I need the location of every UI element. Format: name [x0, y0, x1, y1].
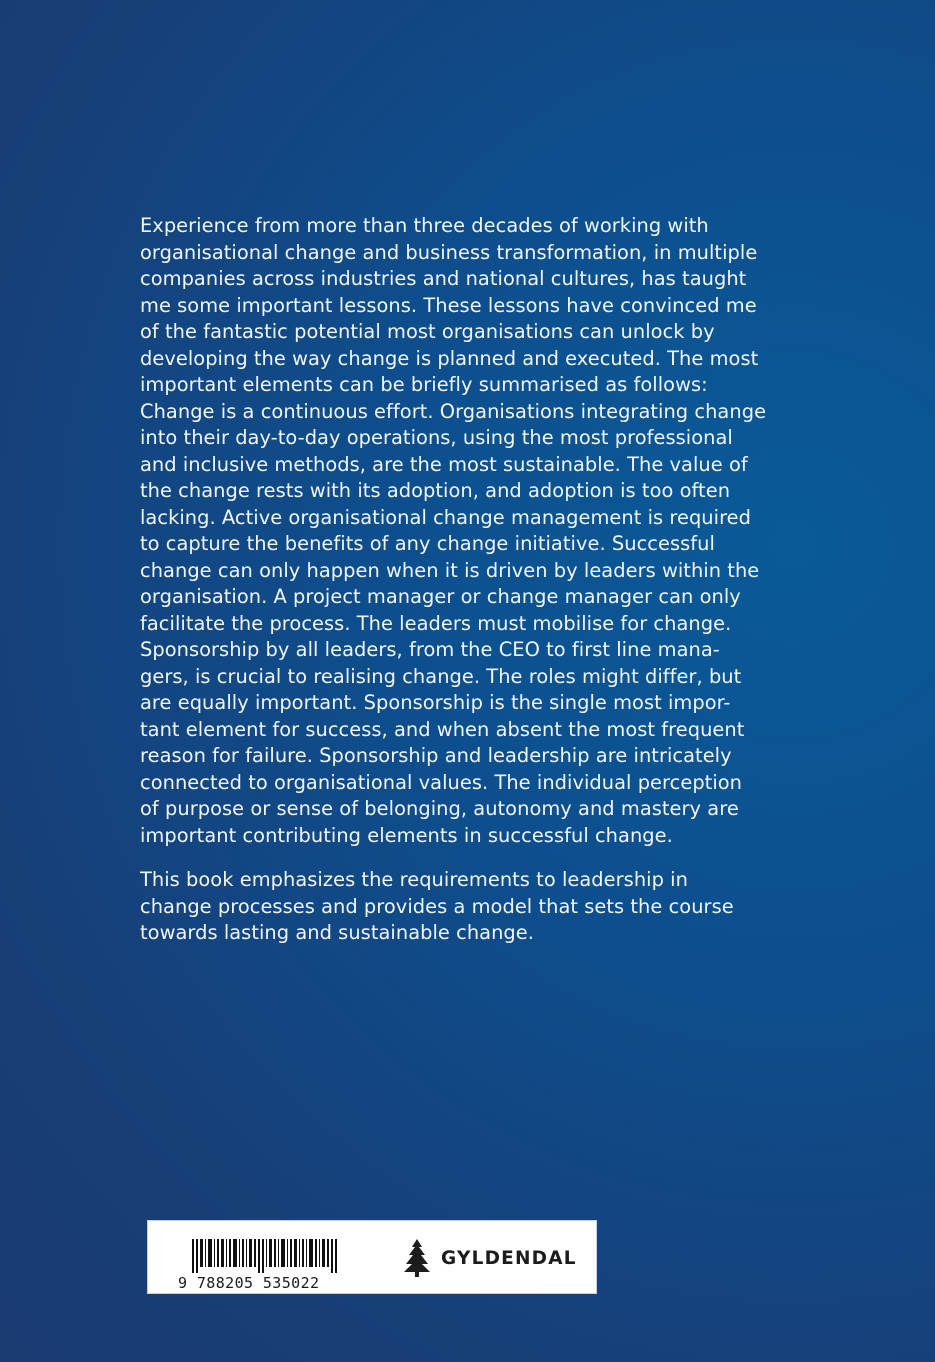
isbn-number: 9 788205 535022 [178, 1274, 320, 1292]
barcode-label [147, 1220, 597, 1294]
blurb-paragraph-1: Experience from more than three decades of working with organisational change and business transformation, in multiple companies across industries and national cultures, has taught me some important lessons. These lessons have convinced me of the fantastic potential most organisations can unlock by developing the way change is planned and executed. The most important elements can be briefly summarised as follows: Change is a continuous effort. Organisations integrating change into their day-to-day operations, using the most professional and inclusive methods, are the most sustainable. The value of the change rests with its adoption, and adoption is too often lacking. Active organisational change management is required to capture the benefits of any change initiative. Successful change can only happen when it is driven by leaders within the organisation. A project manager or change manager can only facilitate the process. The leaders must mobilise for change. Sponsorship by all leaders, from the CEO to first line mana- gers, is crucial to realising change. The roles might differ, but are equally important. Sponsorship is the single most impor- tant element for success, and when absent the most frequent reason for failure. Sponsorship and leadership are intricately connected to organisational values. The individual perception of purpose or sense of belonging, autonomy and mastery are important contributing elements in successful change. [140, 214, 767, 847]
barcode-icon [192, 1239, 342, 1273]
publisher-logo [402, 1239, 577, 1277]
blurb-paragraph-2: This book emphasizes the requirements to leadership in change processes and provides a model that sets the course towards lasting and sustainable change. [140, 868, 734, 944]
isbn-barcode [178, 1239, 346, 1291]
publisher-name: GYLDENDAL [441, 1247, 577, 1269]
tree-icon [402, 1239, 432, 1277]
back-cover-blurb [140, 213, 805, 947]
